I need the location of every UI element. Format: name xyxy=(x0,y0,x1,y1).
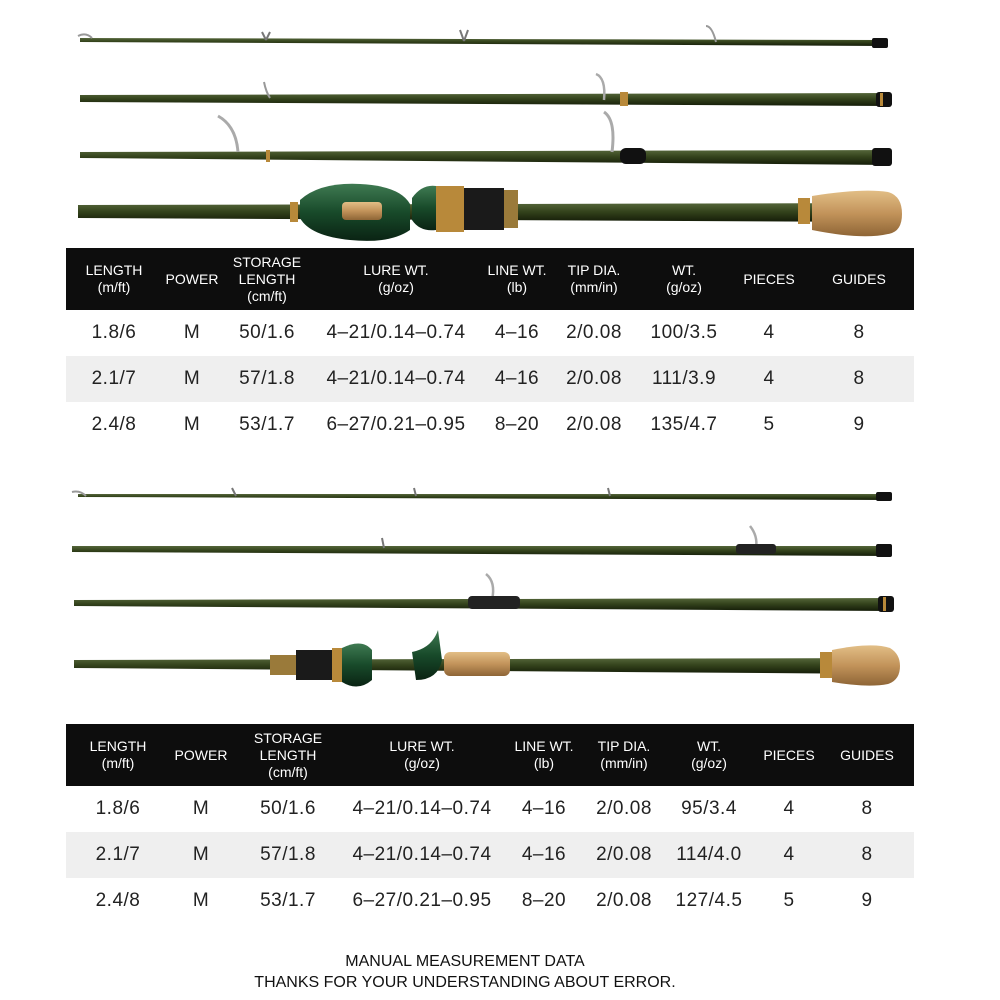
note-line-1: MANUAL MEASUREMENT DATA xyxy=(345,953,585,970)
cell-length: 2.1/7 xyxy=(66,356,162,402)
cell-tip-dia: 2/0.08 xyxy=(588,832,660,878)
cell-power: M xyxy=(183,322,201,343)
table-row xyxy=(66,786,914,832)
header-storage-length: STORAGE LENGTH (cm/ft) xyxy=(222,248,312,310)
cell-wt: 95/3.4 xyxy=(681,798,737,819)
cell-tip-dia: 2/0.08 xyxy=(596,890,652,911)
cell-length: 2.1/7 xyxy=(66,832,170,878)
header-power: POWER xyxy=(170,724,232,786)
cell-length: 2.4/8 xyxy=(95,890,141,911)
cell-lure-wt: 6–27/0.21–0.95 xyxy=(352,890,492,911)
cell-lure-wt: 6–27/0.21–0.95 xyxy=(326,414,466,435)
cell-storage-length: 50/1.6 xyxy=(260,798,316,819)
table-header-row xyxy=(66,248,914,310)
cell-storage-length: 50/1.6 xyxy=(239,322,295,343)
header-tip-dia: TIP DIA. (mm/in) xyxy=(588,724,660,786)
table-row xyxy=(66,832,914,878)
cell-length: 1.8/6 xyxy=(91,322,137,343)
header-lure-wt: LURE WT. (g/oz) xyxy=(344,724,500,786)
table-row xyxy=(66,310,914,356)
cell-line-wt: 8–20 xyxy=(521,890,567,911)
cell-length: 1.8/6 xyxy=(95,798,141,819)
cell-length: 2.4/8 xyxy=(91,414,137,435)
cell-wt: 127/4.5 xyxy=(675,890,743,911)
cell-tip-dia: 2/0.08 xyxy=(566,414,622,435)
spinning-rod-set-image xyxy=(0,0,1000,245)
casting-rod-set-image xyxy=(0,470,1000,695)
rod-section-butt xyxy=(74,630,900,687)
cell-line-wt: 4–16 xyxy=(500,832,588,878)
header-length: LENGTH (m/ft) xyxy=(66,724,170,786)
table-row xyxy=(66,356,914,402)
spec-table-spinning xyxy=(66,248,914,448)
cell-tip-dia: 2/0.08 xyxy=(566,322,622,343)
cell-pieces: 4 xyxy=(763,322,775,343)
cell-wt: 114/4.0 xyxy=(660,832,758,878)
cell-wt: 111/3.9 xyxy=(634,356,734,402)
cell-guides: 9 xyxy=(861,890,873,911)
spec-table-casting xyxy=(66,724,914,924)
table-header-row xyxy=(66,724,914,786)
cell-lure-wt: 4–21/0.14–0.74 xyxy=(312,356,480,402)
table-row xyxy=(66,878,914,924)
table-row xyxy=(66,402,914,448)
cell-pieces: 5 xyxy=(783,890,795,911)
header-guides: GUIDES xyxy=(820,724,914,786)
cell-tip-dia: 2/0.08 xyxy=(554,356,634,402)
cell-guides: 8 xyxy=(861,798,873,819)
cell-power: M xyxy=(183,414,201,435)
cell-pieces: 4 xyxy=(758,832,820,878)
cell-guides: 8 xyxy=(853,322,865,343)
cell-guides: 8 xyxy=(804,356,914,402)
cell-line-wt: 4–16 xyxy=(521,798,567,819)
cell-storage-length: 53/1.7 xyxy=(260,890,316,911)
rod-section-2 xyxy=(80,74,892,107)
cell-line-wt: 8–20 xyxy=(494,414,540,435)
header-length: LENGTH (m/ft) xyxy=(66,248,162,310)
header-power: POWER xyxy=(162,248,222,310)
header-wt: WT. (g/oz) xyxy=(660,724,758,786)
cell-storage-length: 57/1.8 xyxy=(222,356,312,402)
cell-power: M xyxy=(162,356,222,402)
header-line-wt: LINE WT. (lb) xyxy=(500,724,588,786)
cell-pieces: 4 xyxy=(734,356,804,402)
header-tip-dia: TIP DIA. (mm/in) xyxy=(554,248,634,310)
cell-wt: 100/3.5 xyxy=(650,322,718,343)
cell-line-wt: 4–16 xyxy=(494,322,540,343)
header-pieces: PIECES xyxy=(758,724,820,786)
rod-section-3 xyxy=(80,112,892,166)
header-wt: WT. (g/oz) xyxy=(634,248,734,310)
cell-tip-dia: 2/0.08 xyxy=(596,798,652,819)
cell-guides: 8 xyxy=(820,832,914,878)
rod-section-3 xyxy=(74,574,894,612)
measurement-note xyxy=(0,951,930,993)
cell-power: M xyxy=(192,798,210,819)
header-guides: GUIDES xyxy=(804,248,914,310)
header-storage-length: STORAGE LENGTH (cm/ft) xyxy=(232,724,344,786)
cell-wt: 135/4.7 xyxy=(650,414,718,435)
cell-power: M xyxy=(192,890,210,911)
note-line-2: THANKS FOR YOUR UNDERSTANDING ABOUT ERROR. xyxy=(254,974,676,991)
rod-section-tip xyxy=(78,26,888,48)
cell-storage-length: 57/1.8 xyxy=(232,832,344,878)
rod-section-2 xyxy=(72,526,892,557)
header-pieces: PIECES xyxy=(734,248,804,310)
cell-guides: 9 xyxy=(853,414,865,435)
cell-pieces: 5 xyxy=(763,414,775,435)
cell-lure-wt: 4–21/0.14–0.74 xyxy=(326,322,466,343)
rod-section-tip xyxy=(72,488,892,501)
cell-lure-wt: 4–21/0.14–0.74 xyxy=(352,798,492,819)
cell-pieces: 4 xyxy=(783,798,795,819)
cell-line-wt: 4–16 xyxy=(480,356,554,402)
cell-lure-wt: 4–21/0.14–0.74 xyxy=(344,832,500,878)
header-lure-wt: LURE WT. (g/oz) xyxy=(312,248,480,310)
rod-section-butt xyxy=(78,184,902,241)
cell-storage-length: 53/1.7 xyxy=(239,414,295,435)
header-line-wt: LINE WT. (lb) xyxy=(480,248,554,310)
cell-power: M xyxy=(170,832,232,878)
